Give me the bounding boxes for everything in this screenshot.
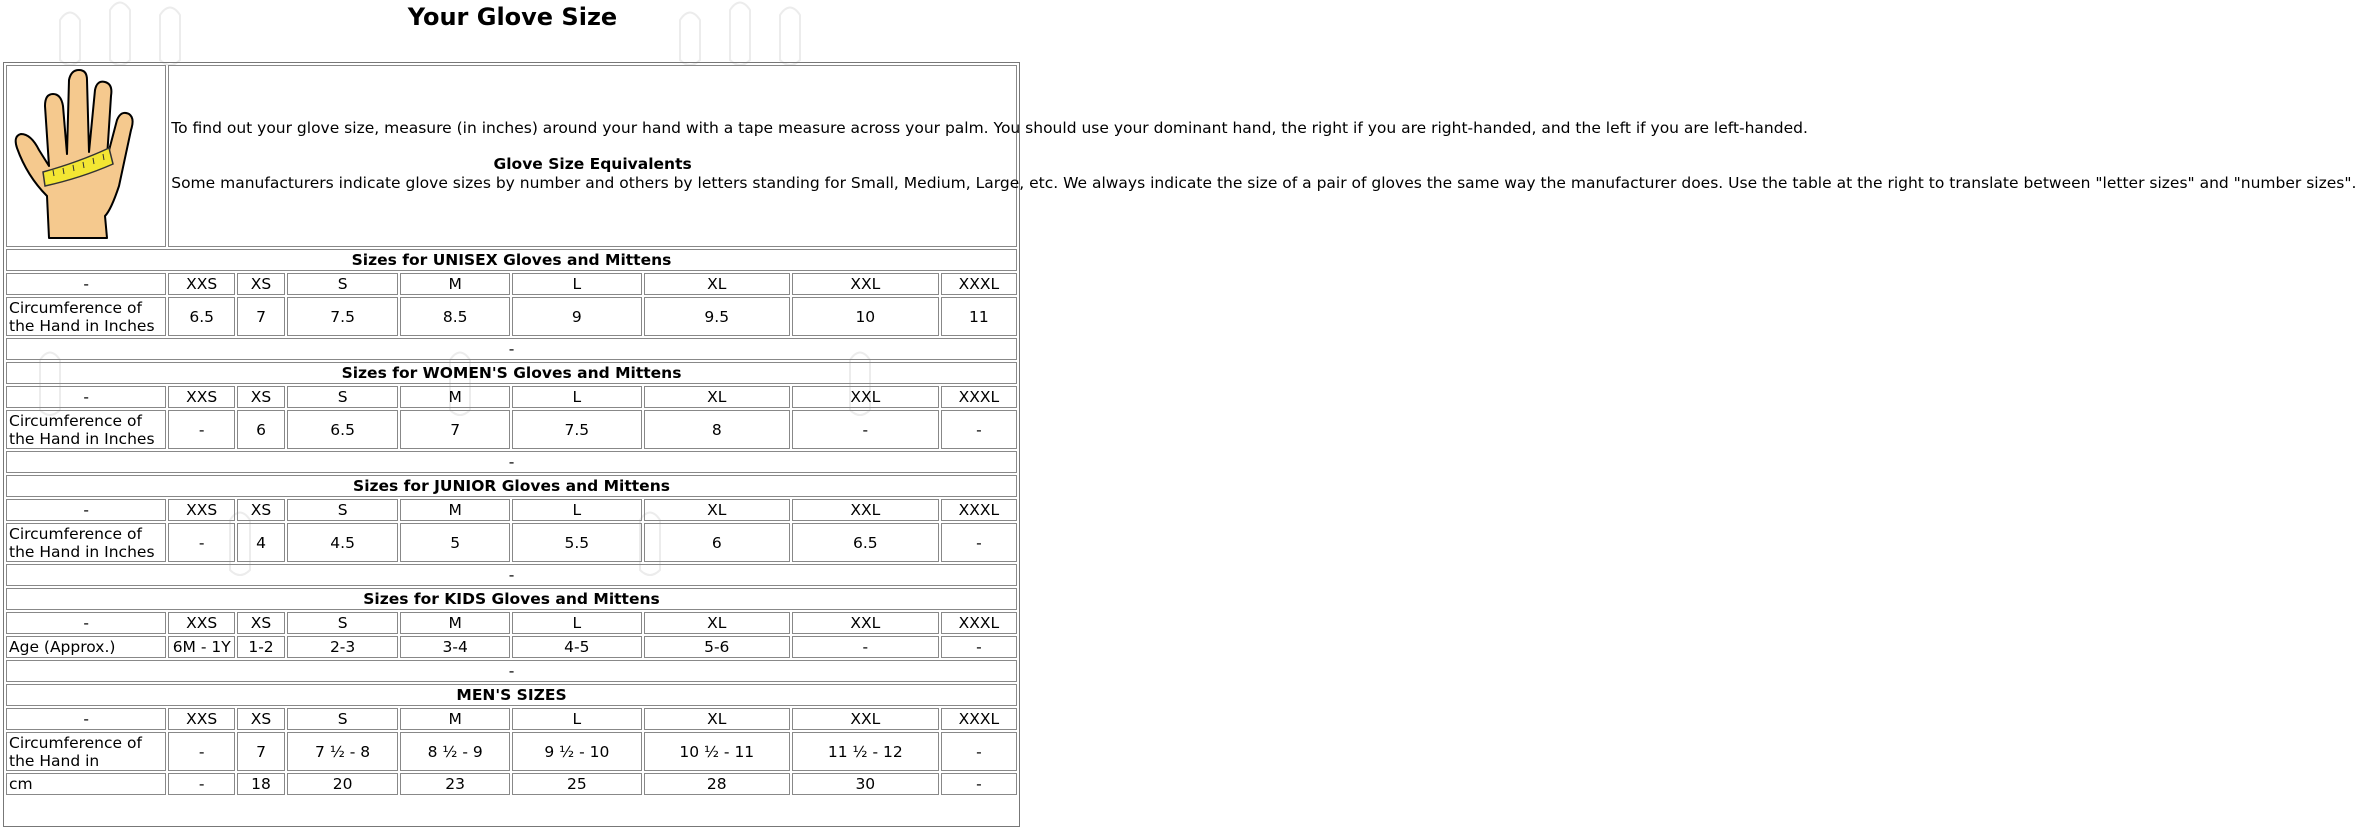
- value-cell: 7.5: [287, 297, 399, 336]
- unisex-header-row: [6, 273, 1017, 295]
- value-cell: 4-5: [512, 636, 642, 658]
- value-cell: 28: [644, 773, 790, 795]
- value-cell: 1-2: [237, 636, 285, 658]
- header-cell: -: [6, 386, 166, 408]
- value-cell: 8 ½ - 9: [400, 732, 510, 771]
- header-cell: XS: [237, 499, 285, 521]
- women-values-row: [6, 410, 1017, 449]
- header-cell: XXS: [168, 708, 235, 730]
- value-cell: 6.5: [287, 410, 399, 449]
- header-cell: XL: [644, 273, 790, 295]
- header-cell: XL: [644, 386, 790, 408]
- header-cell: M: [400, 708, 510, 730]
- header-cell: S: [287, 273, 399, 295]
- men-header-row: [6, 708, 1017, 730]
- header-cell: XXL: [792, 499, 939, 521]
- value-cell: 4: [237, 523, 285, 562]
- intro-text: [168, 65, 2356, 247]
- value-cell: -: [941, 773, 1017, 795]
- header-cell: XXXL: [941, 273, 1017, 295]
- value-cell: 5: [400, 523, 510, 562]
- value-cell: 11 ½ - 12: [792, 732, 939, 771]
- separator-row: -: [6, 660, 1017, 682]
- intro-paragraph: To find out your glove size, measure (in inches) around your hand with a tape measure across your palm. You should use your dominant hand, the right if you are right-handed, and the left if you are left-handed.: [171, 119, 1808, 137]
- value-cell: -: [941, 523, 1017, 562]
- header-cell: M: [400, 499, 510, 521]
- header-cell: L: [512, 273, 642, 295]
- kids-header-row: [6, 612, 1017, 634]
- header-cell: S: [287, 708, 399, 730]
- value-cell: -: [168, 523, 235, 562]
- value-cell: 6.5: [168, 297, 235, 336]
- value-cell: 4.5: [287, 523, 399, 562]
- men-values-row: [6, 732, 1017, 771]
- page-title: Your Glove Size: [407, 3, 618, 31]
- header-cell: M: [400, 612, 510, 634]
- men-title: MEN'S SIZES: [6, 684, 1017, 706]
- header-cell: XXL: [792, 273, 939, 295]
- value-cell: -: [168, 410, 235, 449]
- junior-header-row: [6, 499, 1017, 521]
- intro-row: [6, 65, 1017, 247]
- header-cell: XXXL: [941, 612, 1017, 634]
- header-cell: XS: [237, 386, 285, 408]
- junior-values-row: [6, 523, 1017, 562]
- value-cell: 5-6: [644, 636, 790, 658]
- header-cell: XXL: [792, 386, 939, 408]
- hand-measure-icon: [9, 66, 165, 242]
- value-cell: -: [941, 732, 1017, 771]
- value-cell: 11: [941, 297, 1017, 336]
- header-cell: XL: [644, 612, 790, 634]
- value-cell: 10 ½ - 11: [644, 732, 790, 771]
- value-cell: -: [941, 410, 1017, 449]
- header-cell: -: [6, 708, 166, 730]
- header-cell: XXXL: [941, 708, 1017, 730]
- value-cell: -: [792, 410, 939, 449]
- header-cell: L: [512, 612, 642, 634]
- value-cell: -: [168, 732, 235, 771]
- header-cell: XXL: [792, 708, 939, 730]
- women-title: Sizes for WOMEN'S Gloves and Mittens: [6, 362, 1017, 384]
- value-cell: 8: [644, 410, 790, 449]
- value-cell: 7.5: [512, 410, 642, 449]
- header-cell: XXS: [168, 612, 235, 634]
- header-cell: -: [6, 273, 166, 295]
- header-cell: XXXL: [941, 386, 1017, 408]
- value-cell: 9.5: [644, 297, 790, 336]
- kids-title: Sizes for KIDS Gloves and Mittens: [6, 588, 1017, 610]
- row-label: cm: [6, 773, 166, 795]
- value-cell: 6: [644, 523, 790, 562]
- header-cell: M: [400, 386, 510, 408]
- header-cell: S: [287, 386, 399, 408]
- glove-size-table: [4, 63, 2356, 797]
- value-cell: 5.5: [512, 523, 642, 562]
- header-cell: L: [512, 386, 642, 408]
- unisex-values-row: [6, 297, 1017, 336]
- header-cell: S: [287, 612, 399, 634]
- value-cell: -: [168, 773, 235, 795]
- glove-size-container: [3, 62, 2356, 827]
- value-cell: 6.5: [792, 523, 939, 562]
- separator-row: -: [6, 451, 1017, 473]
- row-label: Circumference of the Hand in Inches: [6, 523, 166, 562]
- value-cell: 7 ½ - 8: [287, 732, 399, 771]
- header-cell: XXS: [168, 273, 235, 295]
- row-label: Age (Approx.): [6, 636, 166, 658]
- value-cell: 9: [512, 297, 642, 336]
- value-cell: 7: [237, 732, 285, 771]
- header-cell: XS: [237, 708, 285, 730]
- women-header-row: [6, 386, 1017, 408]
- value-cell: 8.5: [400, 297, 510, 336]
- value-cell: 9 ½ - 10: [512, 732, 642, 771]
- value-cell: 23: [400, 773, 510, 795]
- value-cell: 18: [237, 773, 285, 795]
- separator-row: -: [6, 564, 1017, 586]
- men-cm-row: [6, 773, 1017, 795]
- value-cell: -: [941, 636, 1017, 658]
- unisex-title: Sizes for UNISEX Gloves and Mittens: [6, 249, 1017, 271]
- header-cell: XL: [644, 499, 790, 521]
- kids-values-row: [6, 636, 1017, 658]
- value-cell: 6M - 1Y: [168, 636, 235, 658]
- hand-illustration: [6, 65, 166, 247]
- header-cell: L: [512, 708, 642, 730]
- value-cell: 7: [237, 297, 285, 336]
- value-cell: 3-4: [400, 636, 510, 658]
- equivalents-paragraph: Some manufacturers indicate glove sizes by number and others by letters standing for Small, Medium, Large, etc. We always indicate the size of a pair of gloves the same way the manufacturer does. Use the table at the right to translate between "letter sizes" and "number sizes".: [171, 174, 2356, 192]
- junior-title: Sizes for JUNIOR Gloves and Mittens: [6, 475, 1017, 497]
- separator-row: -: [6, 338, 1017, 360]
- header-cell: XXS: [168, 386, 235, 408]
- header-cell: XS: [237, 273, 285, 295]
- header-cell: XXL: [792, 612, 939, 634]
- header-cell: -: [6, 612, 166, 634]
- header-cell: XXS: [168, 499, 235, 521]
- header-cell: L: [512, 499, 642, 521]
- value-cell: 20: [287, 773, 399, 795]
- value-cell: -: [792, 636, 939, 658]
- equivalents-heading: Glove Size Equivalents: [493, 155, 692, 173]
- row-label: Circumference of the Hand in: [6, 732, 166, 771]
- row-label: Circumference of the Hand in Inches: [6, 410, 166, 449]
- row-label: Circumference of the Hand in Inches: [6, 297, 166, 336]
- header-cell: XXXL: [941, 499, 1017, 521]
- value-cell: 2-3: [287, 636, 399, 658]
- header-cell: XS: [237, 612, 285, 634]
- value-cell: 30: [792, 773, 939, 795]
- value-cell: 6: [237, 410, 285, 449]
- header-cell: -: [6, 499, 166, 521]
- value-cell: 25: [512, 773, 642, 795]
- value-cell: 7: [400, 410, 510, 449]
- header-cell: S: [287, 499, 399, 521]
- value-cell: 10: [792, 297, 939, 336]
- header-cell: M: [400, 273, 510, 295]
- header-cell: XL: [644, 708, 790, 730]
